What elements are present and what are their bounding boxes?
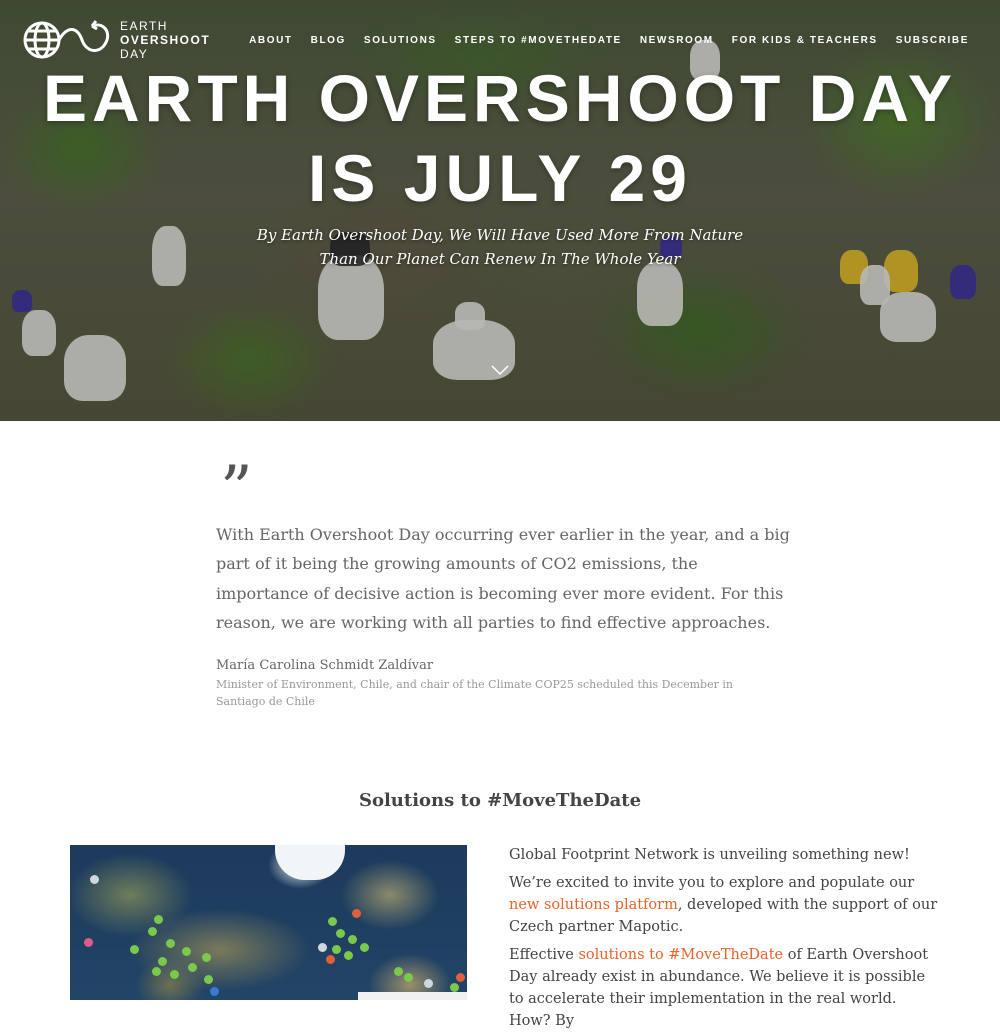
solutions-platform-text-after: , developed with the support of our Czech partner Mapotic. bbox=[509, 897, 938, 935]
solutions-intro: Global Footprint Network is unveiling something new! bbox=[509, 847, 910, 863]
nav-steps-to-move-the-date[interactable]: STEPS TO #MOVETHEDATE bbox=[454, 35, 622, 46]
map-pin[interactable] bbox=[188, 963, 197, 972]
solutions-to-move-the-date-link[interactable]: solutions to #MoveTheDate bbox=[578, 947, 784, 963]
map-info-panel bbox=[358, 992, 467, 1000]
map-pin[interactable] bbox=[326, 955, 335, 964]
new-solutions-platform-link[interactable]: new solutions platform bbox=[509, 897, 678, 913]
map-pin[interactable] bbox=[328, 917, 337, 926]
map-pin[interactable] bbox=[182, 947, 191, 956]
main-navigation bbox=[249, 35, 969, 46]
map-pin[interactable] bbox=[344, 951, 353, 960]
quote-text: With Earth Overshoot Day occurring ever earlier in the year, and a big part of it being the growing amounts of CO2 emissions, the importance of decisive action is becoming ever more evident. For this reason, we are working with all parties to find effective approaches. bbox=[216, 525, 790, 632]
map-pin[interactable] bbox=[84, 938, 93, 947]
nav-kids-teachers[interactable]: FOR KIDS & TEACHERS bbox=[731, 35, 878, 46]
map-pin[interactable] bbox=[166, 939, 175, 948]
hero-subtitle-line-1: By Earth Overshoot Day, We Will Have Used More From Nature bbox=[256, 226, 744, 244]
solutions-platform-text-before: We’re excited to invite you to explore and populate our bbox=[509, 875, 915, 891]
hero-title-line-2: IS JULY 29 bbox=[308, 141, 692, 215]
solutions-paragraph-platform bbox=[509, 872, 939, 938]
map-pin[interactable] bbox=[332, 945, 341, 954]
map-pin[interactable] bbox=[404, 973, 413, 982]
map-pin[interactable] bbox=[210, 987, 219, 996]
map-pin[interactable] bbox=[130, 945, 139, 954]
map-pin[interactable] bbox=[424, 979, 433, 988]
logo-wordmark bbox=[120, 19, 210, 61]
map-pin[interactable] bbox=[456, 973, 465, 982]
hero-title-line-1: EARTH OVERSHOOT DAY bbox=[42, 61, 957, 135]
logo-line-3: DAY bbox=[120, 47, 149, 61]
map-pin[interactable] bbox=[348, 935, 357, 944]
map-greenland bbox=[275, 845, 345, 880]
map-pin[interactable] bbox=[152, 967, 161, 976]
solutions-effective-text-after: of Earth Overshoot Day already exist in abundance. We believe it is possible to accelerate their implementation in the real world. How? By bbox=[509, 947, 929, 1029]
map-pin[interactable] bbox=[318, 943, 327, 952]
hero-banner bbox=[0, 0, 1000, 421]
map-pin[interactable] bbox=[148, 927, 157, 936]
nav-subscribe[interactable]: SUBSCRIBE bbox=[895, 35, 969, 46]
solutions-section-title: Solutions to #MoveTheDate bbox=[358, 790, 642, 811]
solutions-map[interactable] bbox=[70, 845, 467, 1000]
site-logo[interactable] bbox=[22, 18, 210, 62]
chevron-down-icon[interactable] bbox=[490, 364, 510, 376]
quote-author: María Carolina Schmidt Zaldívar bbox=[216, 658, 434, 673]
nav-about[interactable]: ABOUT bbox=[249, 35, 293, 46]
map-pin[interactable] bbox=[204, 975, 213, 984]
map-pin[interactable] bbox=[154, 915, 163, 924]
solutions-paragraph-effective bbox=[509, 944, 939, 1032]
map-pin[interactable] bbox=[202, 953, 211, 962]
hero-subtitle-line-2: Than Our Planet Can Renew In The Whole Year bbox=[319, 250, 681, 268]
quote-author-role: Minister of Environment, Chile, and chair of the Climate COP25 scheduled this December in Santiago de Chile bbox=[216, 678, 733, 708]
map-pin[interactable] bbox=[158, 957, 167, 966]
map-pin[interactable] bbox=[90, 875, 99, 884]
logo-line-1: EARTH bbox=[120, 19, 168, 33]
globe-infinity-icon bbox=[22, 18, 112, 62]
nav-newsroom[interactable]: NEWSROOM bbox=[639, 35, 714, 46]
map-pin[interactable] bbox=[360, 943, 369, 952]
map-pin[interactable] bbox=[336, 929, 345, 938]
map-pin[interactable] bbox=[170, 970, 179, 979]
nav-blog[interactable]: BLOG bbox=[310, 35, 346, 46]
solutions-effective-text-before: Effective bbox=[509, 947, 579, 963]
map-pin[interactable] bbox=[352, 909, 361, 918]
nav-solutions[interactable]: SOLUTIONS bbox=[363, 35, 437, 46]
logo-line-2: OVERSHOOT bbox=[120, 33, 211, 47]
map-pin[interactable] bbox=[394, 967, 403, 976]
map-pin[interactable] bbox=[450, 983, 459, 992]
quote-mark-icon: ” bbox=[220, 453, 253, 527]
